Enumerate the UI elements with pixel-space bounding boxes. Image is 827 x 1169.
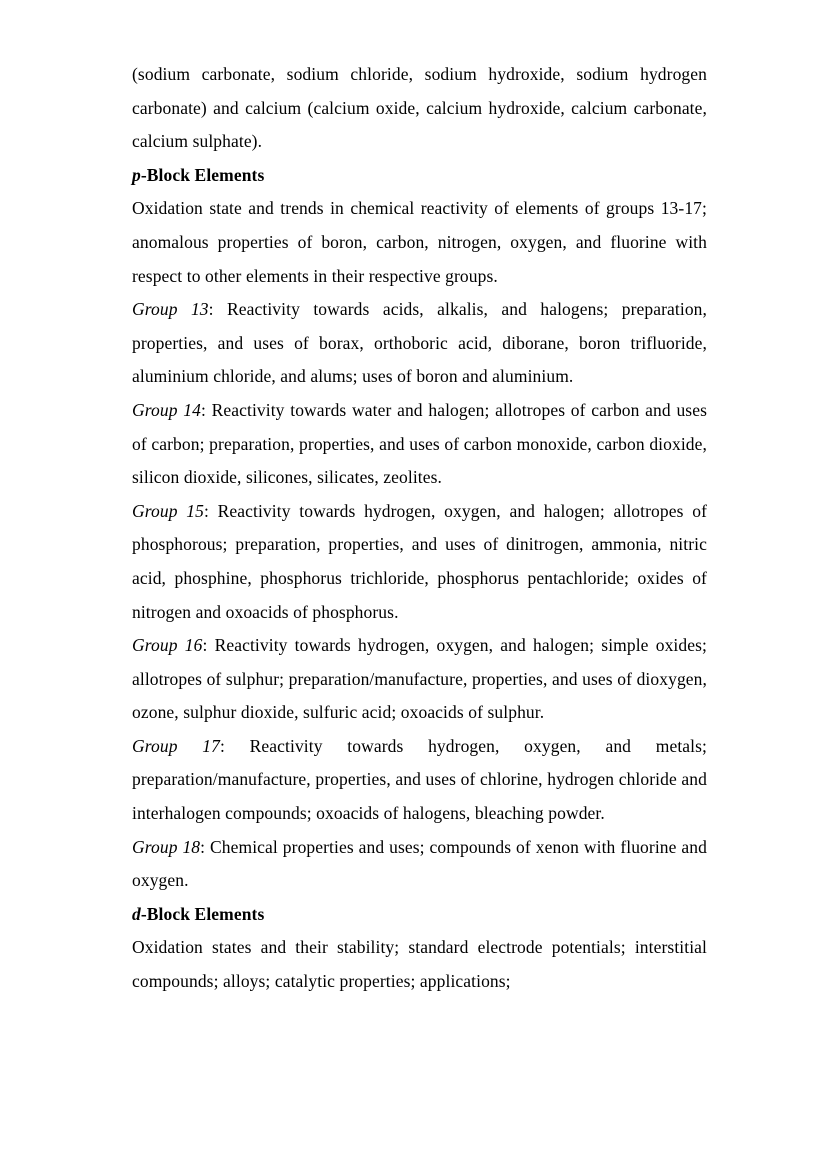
paragraph-text: Oxidation state and trends in chemical reactivity of elements of groups 13-17; anomalous properties of boron, carbon, nitrogen, oxygen, and fluorine with respect to other elements in their respective groups. xyxy=(132,198,707,286)
paragraph-p-block-intro xyxy=(132,192,707,293)
paragraph-group-13 xyxy=(132,293,707,394)
paragraph-text: : Chemical properties and uses; compounds of xenon with fluorine and oxygen. xyxy=(132,836,707,891)
paragraph-text: (sodium carbonate, sodium chloride, sodium hydroxide, sodium hydrogen carbonate) and calcium (calcium oxide, calcium hydroxide, calcium carbonate, calcium sulphate). xyxy=(132,64,707,152)
group-label: Group 18 xyxy=(132,836,201,857)
heading-italic-letter: d xyxy=(132,903,141,924)
paragraph-text: : Reactivity towards hydrogen, oxygen, and halogen; simple oxides; allotropes of sulphur; preparation/manufacture, properties, and uses of dioxygen, ozone, sulphur dioxide, sulfuric acid; oxoacids of sulphur. xyxy=(132,635,707,723)
paragraph-sodium-calcium xyxy=(132,58,707,159)
paragraph-d-block-intro xyxy=(132,931,707,998)
paragraph-group-14 xyxy=(132,394,707,495)
heading-p-block-elements xyxy=(132,159,707,193)
group-label: Group 13 xyxy=(132,299,209,320)
paragraph-text: : Reactivity towards hydrogen, oxygen, and metals; preparation/manufacture, properties, and uses of chlorine, hydrogen chloride and interhalogen compounds; oxoacids of halogens, bleaching powder. xyxy=(132,735,707,824)
group-label: Group 16 xyxy=(132,635,203,656)
paragraph-text: : Reactivity towards hydrogen, oxygen, and halogen; allotropes of phosphorous; preparation, properties, and uses of dinitrogen, ammonia, nitric acid, phosphine, phosphorus trichloride, phosphorus pentachloride; oxides of nitrogen and oxoacids of phosphorus. xyxy=(132,500,707,622)
heading-text: -Block Elements xyxy=(140,164,265,185)
group-label: Group 17 xyxy=(132,735,220,756)
paragraph-group-16 xyxy=(132,629,707,730)
group-label: Group 14 xyxy=(132,399,201,420)
heading-italic-letter: p xyxy=(132,164,141,185)
paragraph-group-18 xyxy=(132,831,707,898)
heading-text: -Block Elements xyxy=(140,903,265,924)
group-label: Group 15 xyxy=(132,500,204,521)
paragraph-group-15 xyxy=(132,495,707,629)
heading-d-block-elements xyxy=(132,898,707,932)
paragraph-group-17 xyxy=(132,730,707,831)
paragraph-text: Oxidation states and their stability; standard electrode potentials; interstitial compounds; alloys; catalytic properties; applications; xyxy=(132,937,707,992)
document-body xyxy=(132,58,707,999)
paragraph-text: : Reactivity towards water and halogen; allotropes of carbon and uses of carbon; preparation, properties, and uses of carbon monoxide, carbon dioxide, silicon dioxide, silicones, silicates, zeolites. xyxy=(132,399,707,488)
paragraph-text: : Reactivity towards acids, alkalis, and halogens; preparation, properties, and uses of borax, orthoboric acid, diborane, boron trifluoride, aluminium chloride, and alums; uses of boron and aluminium. xyxy=(132,299,707,387)
